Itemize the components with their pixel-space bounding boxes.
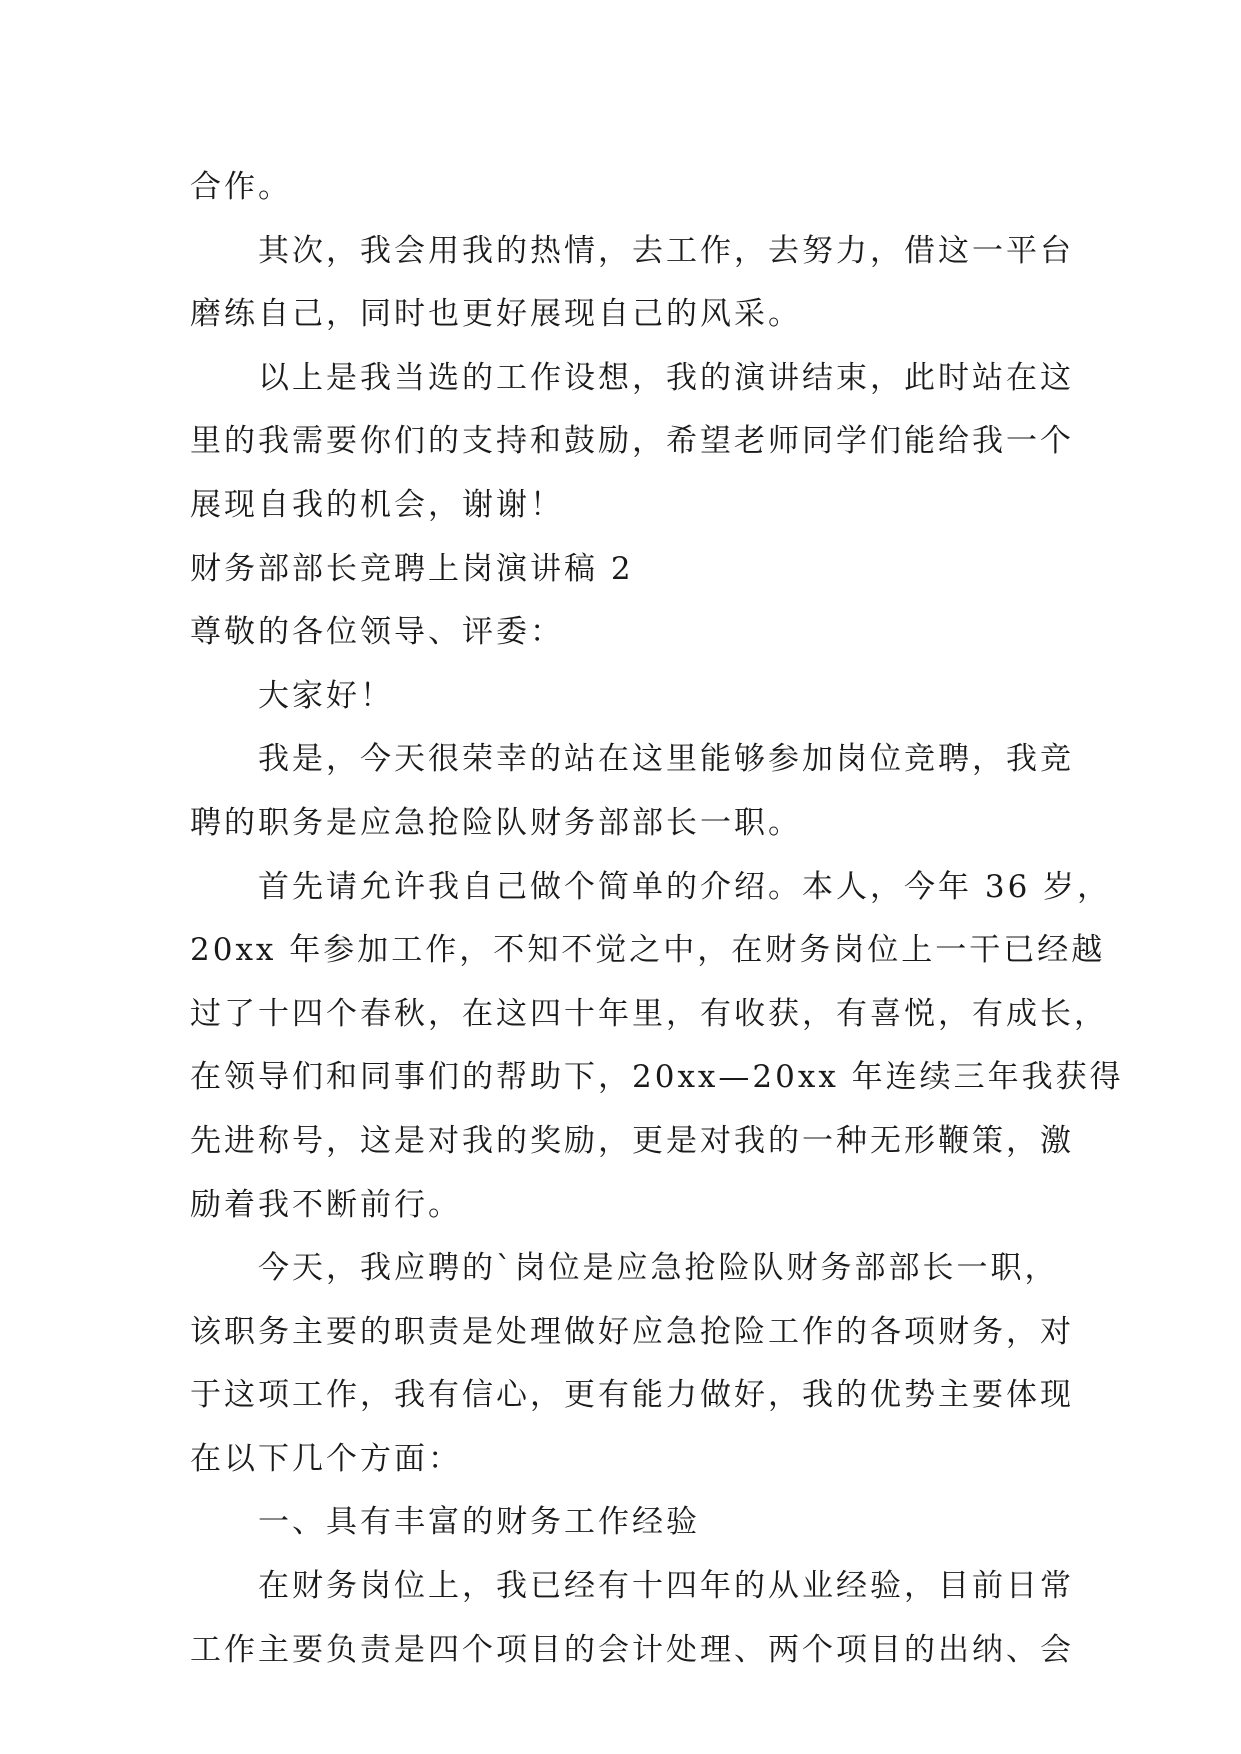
text-line: 今天，我应聘的`岗位是应急抢险队财务部部长一职， [258, 1250, 1059, 1287]
greeting: 大家好！ [258, 677, 394, 714]
text-line: 工作主要负责是四个项目的会计处理、两个项目的出纳、会 [190, 1631, 1074, 1668]
text-line: 以上是我当选的工作设想，我的演讲结束，此时站在这 [258, 359, 1074, 396]
text-line: 首先请允许我自己做个简单的介绍。本人，今年 36 岁， [258, 868, 1112, 905]
text-line: 展现自我的机会，谢谢！ [190, 486, 564, 523]
text-line: 在领导们和同事们的帮助下，20xx—20xx 年连续三年我获得 [190, 1059, 1124, 1096]
text-line: 磨练自己，同时也更好展现自己的风采。 [190, 296, 802, 333]
text-line: 20xx 年参加工作，不知不觉之中，在财务岗位上一干已经越 [190, 932, 1106, 969]
salutation: 尊敬的各位领导、评委： [190, 614, 564, 651]
subsection-heading: 一、具有丰富的财务工作经验 [258, 1504, 700, 1541]
text-line: 合作。 [190, 169, 292, 205]
text-line: 于这项工作，我有信心，更有能力做好，我的优势主要体现 [190, 1377, 1074, 1414]
text-line: 励着我不断前行。 [190, 1186, 462, 1223]
text-line: 在财务岗位上，我已经有十四年的从业经验，目前日常 [258, 1568, 1074, 1605]
document-body [190, 156, 1124, 1682]
text-line: 先进称号，这是对我的奖励，更是对我的一种无形鞭策，激 [190, 1122, 1074, 1159]
text-line: 在以下几个方面： [190, 1440, 462, 1477]
text-line: 其次，我会用我的热情，去工作，去努力，借这一平台 [258, 232, 1074, 269]
text-line: 该职务主要的职责是处理做好应急抢险工作的各项财务，对 [190, 1313, 1074, 1350]
section-heading: 财务部部长竞聘上岗演讲稿 2 [190, 550, 634, 587]
text-line: 我是，今天很荣幸的站在这里能够参加岗位竞聘，我竞 [258, 741, 1074, 778]
text-line: 聘的职务是应急抢险队财务部部长一职。 [190, 804, 802, 841]
text-line: 里的我需要你们的支持和鼓励，希望老师同学们能给我一个 [190, 423, 1074, 460]
text-line: 过了十四个春秋，在这四十年里，有收获，有喜悦，有成长， [190, 995, 1108, 1032]
